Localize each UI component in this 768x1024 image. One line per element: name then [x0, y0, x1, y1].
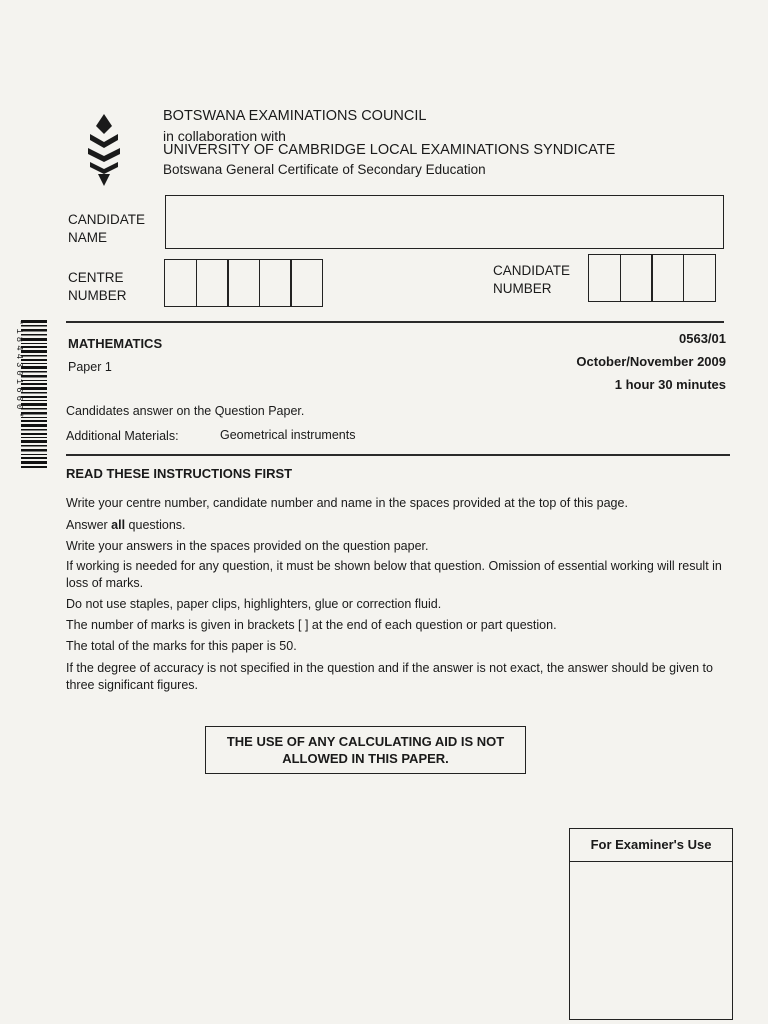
instruction-item: The total of the marks for this paper is 50.	[66, 639, 297, 653]
centre-number-label-line1: CENTRE	[68, 270, 124, 285]
calculator-notice-line1: THE USE OF ANY CALCULATING AID IS NOT	[226, 734, 505, 749]
instruction-item: Write your answers in the spaces provided on the question paper.	[66, 539, 429, 553]
materials-value: Geometrical instruments	[220, 428, 356, 442]
centre-number-cell[interactable]	[196, 259, 229, 307]
divider	[66, 321, 724, 323]
answer-instruction: Candidates answer on the Question Paper.	[66, 404, 305, 418]
centre-number-cell[interactable]	[164, 259, 197, 307]
centre-number-field[interactable]	[164, 259, 322, 307]
instruction-item: Answer all questions.	[66, 518, 186, 532]
examiner-use-box	[569, 828, 733, 1020]
candidate-name-label	[68, 211, 145, 247]
barcode	[21, 320, 47, 468]
centre-number-cell[interactable]	[259, 259, 292, 307]
centre-number-label-line2: NUMBER	[68, 288, 127, 303]
candidate-number-field[interactable]	[588, 254, 714, 302]
candidate-number-cell[interactable]	[651, 254, 684, 302]
candidate-number-label	[493, 262, 570, 298]
collaboration-text: in collaboration with	[163, 128, 286, 144]
instruction-item: If the degree of accuracy is not specified in the question and if the answer is not exact, the answer should be given to three significant figures.	[66, 661, 713, 692]
candidate-name-field[interactable]	[165, 195, 724, 249]
paper-code: 0563/01	[679, 331, 726, 346]
centre-number-cell[interactable]	[290, 259, 323, 307]
candidate-number-cell[interactable]	[683, 254, 716, 302]
calculator-notice	[205, 726, 526, 774]
divider	[66, 454, 730, 456]
centre-number-cell[interactable]	[227, 259, 260, 307]
candidate-number-label-line2: NUMBER	[493, 281, 552, 296]
instructions-heading: READ THESE INSTRUCTIONS FIRST	[66, 466, 293, 481]
candidate-number-cell[interactable]	[620, 254, 653, 302]
candidate-name-label-line1: CANDIDATE	[68, 212, 146, 227]
syndicate-name: UNIVERSITY OF CAMBRIDGE LOCAL EXAMINATIONS SYNDICATE	[163, 142, 616, 158]
subject-title: MATHEMATICS	[68, 336, 163, 351]
barcode-number: *1844301660*	[14, 320, 24, 421]
council-logo-icon	[84, 112, 124, 188]
centre-number-label	[68, 269, 127, 305]
exam-session: October/November 2009	[576, 354, 726, 369]
calculator-notice-line2: ALLOWED IN THIS PAPER.	[282, 751, 449, 766]
instruction-item: The number of marks is given in brackets [ ] at the end of each question or part question.	[66, 618, 557, 632]
instruction-item: Do not use staples, paper clips, highlighters, glue or correction fluid.	[66, 597, 442, 611]
paper-number: Paper 1	[68, 360, 112, 374]
materials-label: Additional Materials:	[66, 429, 179, 443]
instruction-item: Write your centre number, candidate number and name in the spaces provided at the top of this page.	[66, 496, 628, 510]
qualification-name: Botswana General Certificate of Secondary Education	[163, 162, 486, 177]
candidate-number-cell[interactable]	[588, 254, 621, 302]
candidate-number-label-line1: CANDIDATE	[493, 263, 571, 278]
council-name: BOTSWANA EXAMINATIONS COUNCIL	[163, 108, 427, 124]
examiner-use-title: For Examiner's Use	[570, 829, 732, 862]
candidate-name-label-line2: NAME	[68, 230, 108, 245]
instruction-item: If working is needed for any question, it must be shown below that question. Omission of essential working will result in loss of marks.	[66, 559, 722, 590]
exam-duration: 1 hour 30 minutes	[614, 377, 726, 392]
